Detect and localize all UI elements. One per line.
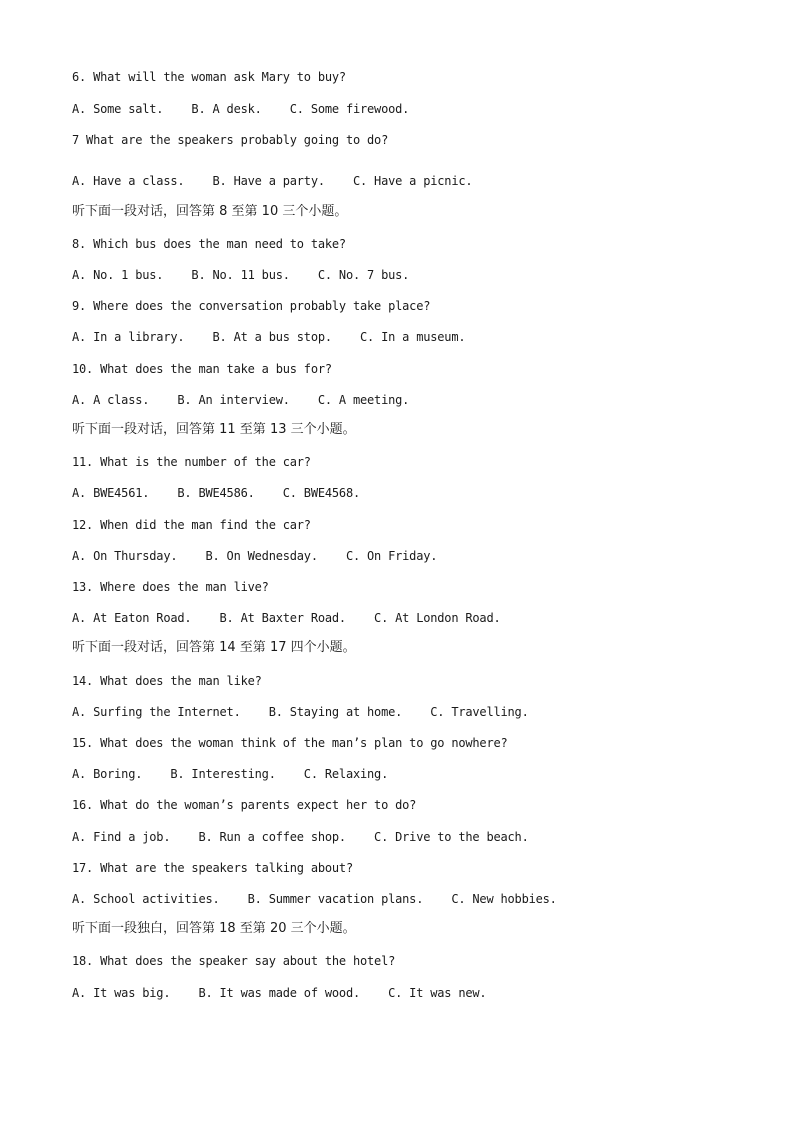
question-6: 6. What will the woman ask Mary to buy? xyxy=(72,70,346,84)
instruction-18-20: 听下面一段独白，回答第 18 至第 20 三个小题。 xyxy=(72,921,356,936)
instruction-11-13: 听下面一段对话，回答第 11 至第 13 三个小题。 xyxy=(72,422,356,437)
options-16: A. Find a job. B. Run a coffee shop. C. Drive to the beach. xyxy=(72,830,529,844)
options-11: A. BWE4561. B. BWE4586. C. BWE4568. xyxy=(72,486,361,500)
question-13: 13. Where does the man live? xyxy=(72,580,269,594)
instruction-14-17: 听下面一段对话，回答第 14 至第 17 四个小题。 xyxy=(72,640,356,655)
options-12: A. On Thursday. B. On Wednesday. C. On Friday. xyxy=(72,549,438,563)
options-6: A. Some salt. B. A desk. C. Some firewood. xyxy=(72,102,410,116)
options-7: A. Have a class. B. Have a party. C. Have a picnic. xyxy=(72,174,473,188)
instruction-8-10: 听下面一段对话，回答第 8 至第 10 三个小题。 xyxy=(72,204,348,219)
options-14: A. Surfing the Internet. B. Staying at home. C. Travelling. xyxy=(72,705,529,719)
question-16: 16. What do the woman’s parents expect her to do? xyxy=(72,798,417,812)
options-17: A. School activities. B. Summer vacation plans. C. New hobbies. xyxy=(72,892,557,906)
options-8: A. No. 1 bus. B. No. 11 bus. C. No. 7 bus. xyxy=(72,268,410,282)
question-11: 11. What is the number of the car? xyxy=(72,455,311,469)
question-8: 8. Which bus does the man need to take? xyxy=(72,237,346,251)
question-15: 15. What does the woman think of the man’s plan to go nowhere? xyxy=(72,736,508,750)
options-10: A. A class. B. An interview. C. A meeting. xyxy=(72,393,410,407)
question-18: 18. What does the speaker say about the hotel? xyxy=(72,954,396,968)
question-17: 17. What are the speakers talking about? xyxy=(72,861,353,875)
options-18: A. It was big. B. It was made of wood. C. It was new. xyxy=(72,986,487,1000)
question-12: 12. When did the man find the car? xyxy=(72,518,311,532)
options-13: A. At Eaton Road. B. At Baxter Road. C. At London Road. xyxy=(72,611,501,625)
question-9: 9. Where does the conversation probably take place? xyxy=(72,299,431,313)
question-14: 14. What does the man like? xyxy=(72,674,262,688)
options-9: A. In a library. B. At a bus stop. C. In a museum. xyxy=(72,330,466,344)
question-7: 7 What are the speakers probably going to do? xyxy=(72,133,389,147)
question-10: 10. What does the man take a bus for? xyxy=(72,362,332,376)
options-15: A. Boring. B. Interesting. C. Relaxing. xyxy=(72,767,389,781)
